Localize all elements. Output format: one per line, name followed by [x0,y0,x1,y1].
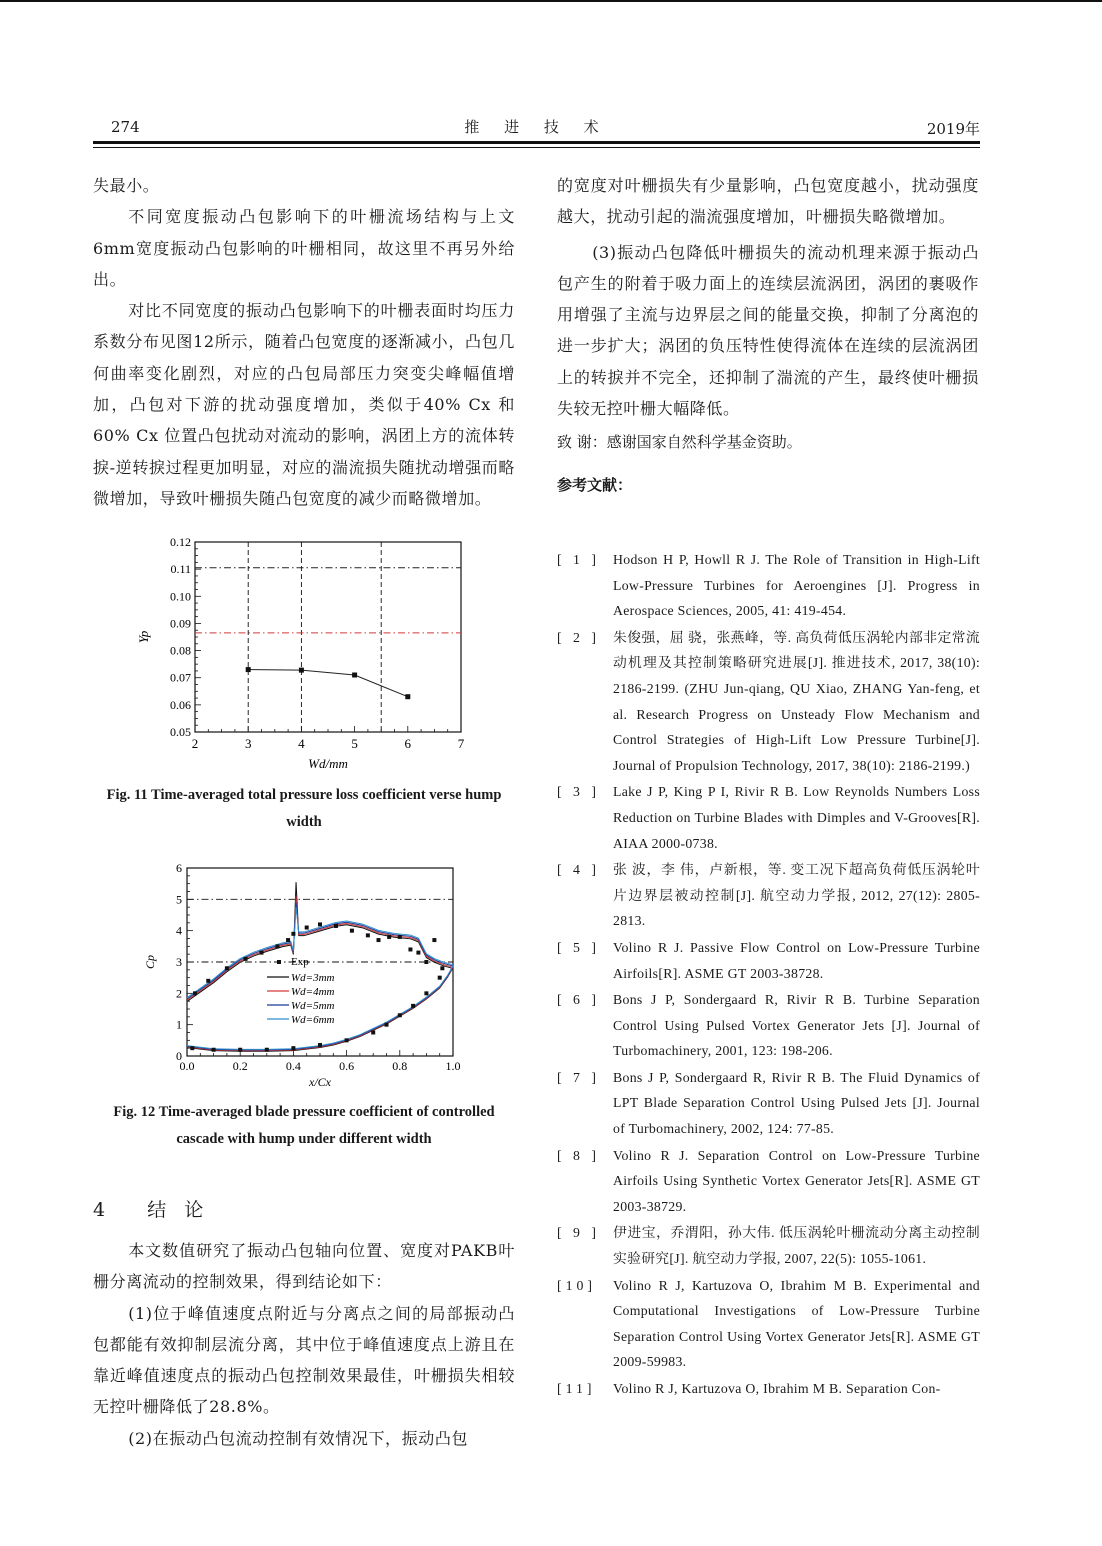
y-tick-label: 4 [176,923,182,938]
y-tick-label: 0 [176,1049,182,1063]
reference-text: Bons J P, Sondergaard R, Rivir R B. Turbine Separation Control Using Pulsed Vortex Generator Jets [J]. Journal of Turbomachinery, 2001, 123: 198-206. [613,992,980,1059]
x-tick-label: 0.4 [285,1059,301,1073]
paragraph: 失最小。 [93,176,160,195]
suction-curve [187,896,453,1000]
figure-11-caption: Fig. 11 Time-averaged total pressure loss coefficient verse hump width [106,787,502,830]
exp-point [286,938,290,942]
top-border [0,0,1102,2]
reference-number: [10] [557,1277,596,1293]
reference-item [557,779,980,856]
exp-point [387,935,391,939]
reference-number: [ 4 ] [557,862,600,878]
exp-point [259,951,263,955]
y-axis-label: Cp [143,954,157,970]
exp-point [371,1031,375,1035]
reference-item [557,547,980,624]
y-tick-label: 2 [176,986,182,1001]
x-tick-label: 0.6 [339,1059,355,1073]
exp-point [225,966,229,970]
reference-number: [ 8 ] [557,1147,600,1163]
y-tick-label: 0.12 [170,535,191,549]
year: 2019年 [926,120,980,138]
reference-item [557,1143,980,1220]
left-column-bottom [93,1235,515,1454]
reference-item [557,1376,980,1402]
legend-label: Exp [291,956,309,968]
y-tick-label: 0.09 [170,616,191,631]
exp-point [291,932,295,936]
reference-number: [ 6 ] [557,992,600,1008]
suction-curve [187,907,453,998]
data-point [299,668,304,673]
page-number: 274 [111,118,140,136]
exp-point [416,951,420,955]
x-tick-label: 0.8 [392,1059,408,1073]
exp-point [385,1023,389,1027]
y-tick-label: 6 [176,861,182,875]
x-tick-label: 7 [457,736,465,751]
suction-curve [187,902,453,999]
y-axis-label: Yp [136,630,151,644]
x-axis-label: x/Cx [309,1075,331,1089]
reference-number: [11] [557,1381,596,1396]
reference-item [557,987,980,1064]
reference-item [557,1273,980,1375]
exp-point [398,935,402,939]
exp-point [432,938,436,942]
section-number: 4 [93,1199,112,1221]
reference-number: [ 3 ] [557,784,600,800]
legend-label: Wd=5mm [291,1000,335,1012]
section-title: 结 论 [147,1199,210,1221]
exp-point [366,933,370,937]
legend-label: Wd=6mm [291,1014,335,1026]
reference-item [557,935,980,986]
exp-point [440,966,444,970]
exp-point [244,957,248,961]
reference-text: 张 波，李 伟，卢新根，等. 变工况下超高负荷低压涡轮叶片边界层被动控制[J]. 航空动力学报, 2012, 27(12): 2805-2813. [613,862,980,929]
reference-number: [ 2 ] [557,629,600,645]
data-point [405,694,410,699]
exp-point [424,960,428,964]
loss-series-line [248,670,408,697]
x-tick-label: 2 [191,736,199,751]
legend-label: Wd=4mm [291,986,335,998]
exp-point [193,991,197,995]
exp-point [377,938,381,942]
reference-item [557,625,980,779]
exp-point [318,922,322,926]
y-tick-label: 3 [176,955,182,969]
y-tick-label: 0.05 [170,725,191,739]
exp-point [438,976,442,980]
exp-point [398,1013,402,1017]
paragraph: 不同宽度振动凸包影响下的叶栅流场结构与上文6mm宽度振动凸包影响的叶栅相同，故这里不再另外给出。 [93,207,515,289]
paragraph: 的宽度对叶栅损失有少量影响，凸包宽度越小，扰动强度越大，扰动引起的湍流强度增加，叶栅损失略微增加。 [557,176,979,227]
x-tick-label: 1.0 [445,1059,461,1073]
exp-point [318,1043,322,1047]
y-tick-label: 0.08 [170,643,191,658]
reference-item [557,1220,980,1271]
y-tick-label: 0.10 [170,589,191,604]
exp-point [408,947,412,951]
right-column [557,170,979,495]
data-point [246,667,251,672]
legend-label: Wd=3mm [291,972,335,984]
x-tick-label: 5 [351,736,358,751]
reference-text: Volino R J, Kartuzova O, Ibrahim M B. Separation Con- [613,1381,941,1396]
paragraph: (1)位于峰值速度点附近与分离点之间的局部振动凸包都能有效抑制层流分离，其中位于峰值速度点上游且在靠近峰值速度点的振动凸包控制效果最佳，叶栅损失相较无控叶栅降低了28.8%。 [93,1303,515,1417]
x-tick-label: 6 [404,736,412,751]
reference-item [557,1065,980,1142]
paragraph: 本文数值研究了振动凸包轴向位置、宽度对PAKB叶栅分离流动的控制效果，得到结论如下： [93,1241,515,1292]
acknowledgement: 致 谢：感谢国家自然科学基金资助。 [557,433,802,452]
y-tick-label: 0.11 [170,562,191,577]
reference-text: Lake J P, King P I, Rivir R B. Low Reynolds Numbers Loss Reduction on Turbine Blades with Dimples and V-Grooves[R]. AIAA 2000-0738. [613,784,980,851]
paragraph: (3)振动凸包降低叶栅损失的流动机理来源于振动凸包产生的附着于吸力面上的连续层流涡团，涡团的裹吸作用增强了主流与边界层之间的能量交换，抑制了分离泡的进一步扩大；涡团的负压特性使得流体在连续的层流涡团上的转捩并不完全，还抑制了湍流的产生，最终使叶栅损失较无控叶栅大幅降低。 [557,242,979,419]
y-tick-label: 1 [176,1017,182,1032]
y-tick-label: 0.07 [170,670,191,685]
paragraph: 对比不同宽度的振动凸包影响下的叶栅表面时均压力系数分布见图12所示，随着凸包宽度的逐渐减小，凸包几何曲率变化剧烈，对应的凸包局部压力突变尖峰幅值增加，凸包对下游的扰动强度增加，类似于40% Cx 和60% Cx 位置凸包扰动对流动的影响，涡团上方的流体转捩-逆转捩过程更加明显，对应的湍流损失随扰动增强而略微增加，导致叶栅损失随凸包宽度的减少而略微增加。 [93,301,515,508]
reference-number: [ 5 ] [557,939,600,955]
figure-12-chart [130,858,480,1098]
y-tick-label: 0.06 [170,697,191,712]
exp-point [275,944,279,948]
figure-12-caption: Fig. 12 Time-averaged blade pressure coefficient of controlled cascade with hump under different width [113,1104,495,1147]
exp-point [424,991,428,995]
exp-point [265,1048,269,1052]
legend-marker [277,960,281,964]
references-list [557,547,980,1403]
paragraph: (2)在振动凸包流动控制有效情况下，振动凸包 [128,1428,469,1448]
x-tick-label: 4 [298,736,305,751]
reference-text: 伊进宝，乔渭阳，孙大伟. 低压涡轮叶栅流动分离主动控制实验研究[J]. 航空动力学报, 2007, 22(5): 1055-1061. [613,1225,980,1267]
header-rule-thin [93,147,980,148]
reference-text: Volino R J. Separation Control on Low-Pressure Turbine Airfoils Using Synthetic Vortex Generator Jets[R]. ASME GT 2003-38729. [613,1147,980,1214]
reference-number: [ 7 ] [557,1069,600,1085]
reference-text: Hodson H P, Howll R J. The Role of Transition in High-Lift Low-Pressure Turbines for Aeroengines [J]. Progress in Aerospace Sciences, 2005, 41: 419-454. [613,552,980,619]
exp-point [411,1004,415,1008]
data-point [352,673,357,678]
reference-text: Volino R J. Passive Flow Control on Low-Pressure Turbine Airfoils[R]. ASME GT 2003-38728. [613,939,980,981]
x-tick-label: 0.0 [179,1059,195,1073]
exp-point [350,929,354,933]
exp-point [206,979,210,983]
exp-point [345,1038,349,1042]
exp-point [238,1048,242,1052]
reference-text: Bons J P, Sondergaard R, Rivir R B. The Fluid Dynamics of LPT Blade Separation Control Using Pulsed Jets [J]. Journal of Turbomachinery, 2002, 124: 77-85. [613,1069,980,1137]
section-heading [93,1195,209,1222]
y-tick-label: 5 [176,892,182,907]
reference-text: 朱俊强，屈 骁，张燕峰，等. 高负荷低压涡轮内部非定常流动机理及其控制策略研究进展[J]. 推进技术, 2017, 38(10): 2186-2199. (ZHU Jun-qiang, QU Xiao, ZHANG Yan-feng, et al. Research Progress on Unsteady Flow Mechanism and Control Strategies of High-Lift Low Pressure Turbine[J]. Journal of Propulsion Technology, 2017, 38(10): 2186-2199.) [613,629,980,773]
journal-name: 推 进 技 术 [464,118,609,136]
reference-number: [ 1 ] [557,552,600,567]
reference-text: Volino R J, Kartuzova O, Ibrahim M B. Experimental and Computational Investigations of Low-Pressure Turbine Separation Control Using Vortex Generator Jets[R]. ASME GT 2009-59983. [613,1277,980,1370]
exp-point [291,1046,295,1050]
header-rule [93,141,980,144]
exp-point [334,924,338,928]
x-tick-label: 3 [244,736,252,751]
references-title: 参考文献： [557,476,633,495]
x-tick-label: 0.2 [232,1059,248,1073]
exp-point [212,1048,216,1052]
exp-point [190,1046,194,1050]
figure-11-chart [130,530,480,780]
reference-number: [ 9 ] [557,1225,600,1241]
left-column [93,170,515,514]
x-axis-label: Wd/mm [308,756,348,771]
reference-item [557,857,980,934]
exp-point [305,926,309,930]
plot-frame [195,542,461,732]
